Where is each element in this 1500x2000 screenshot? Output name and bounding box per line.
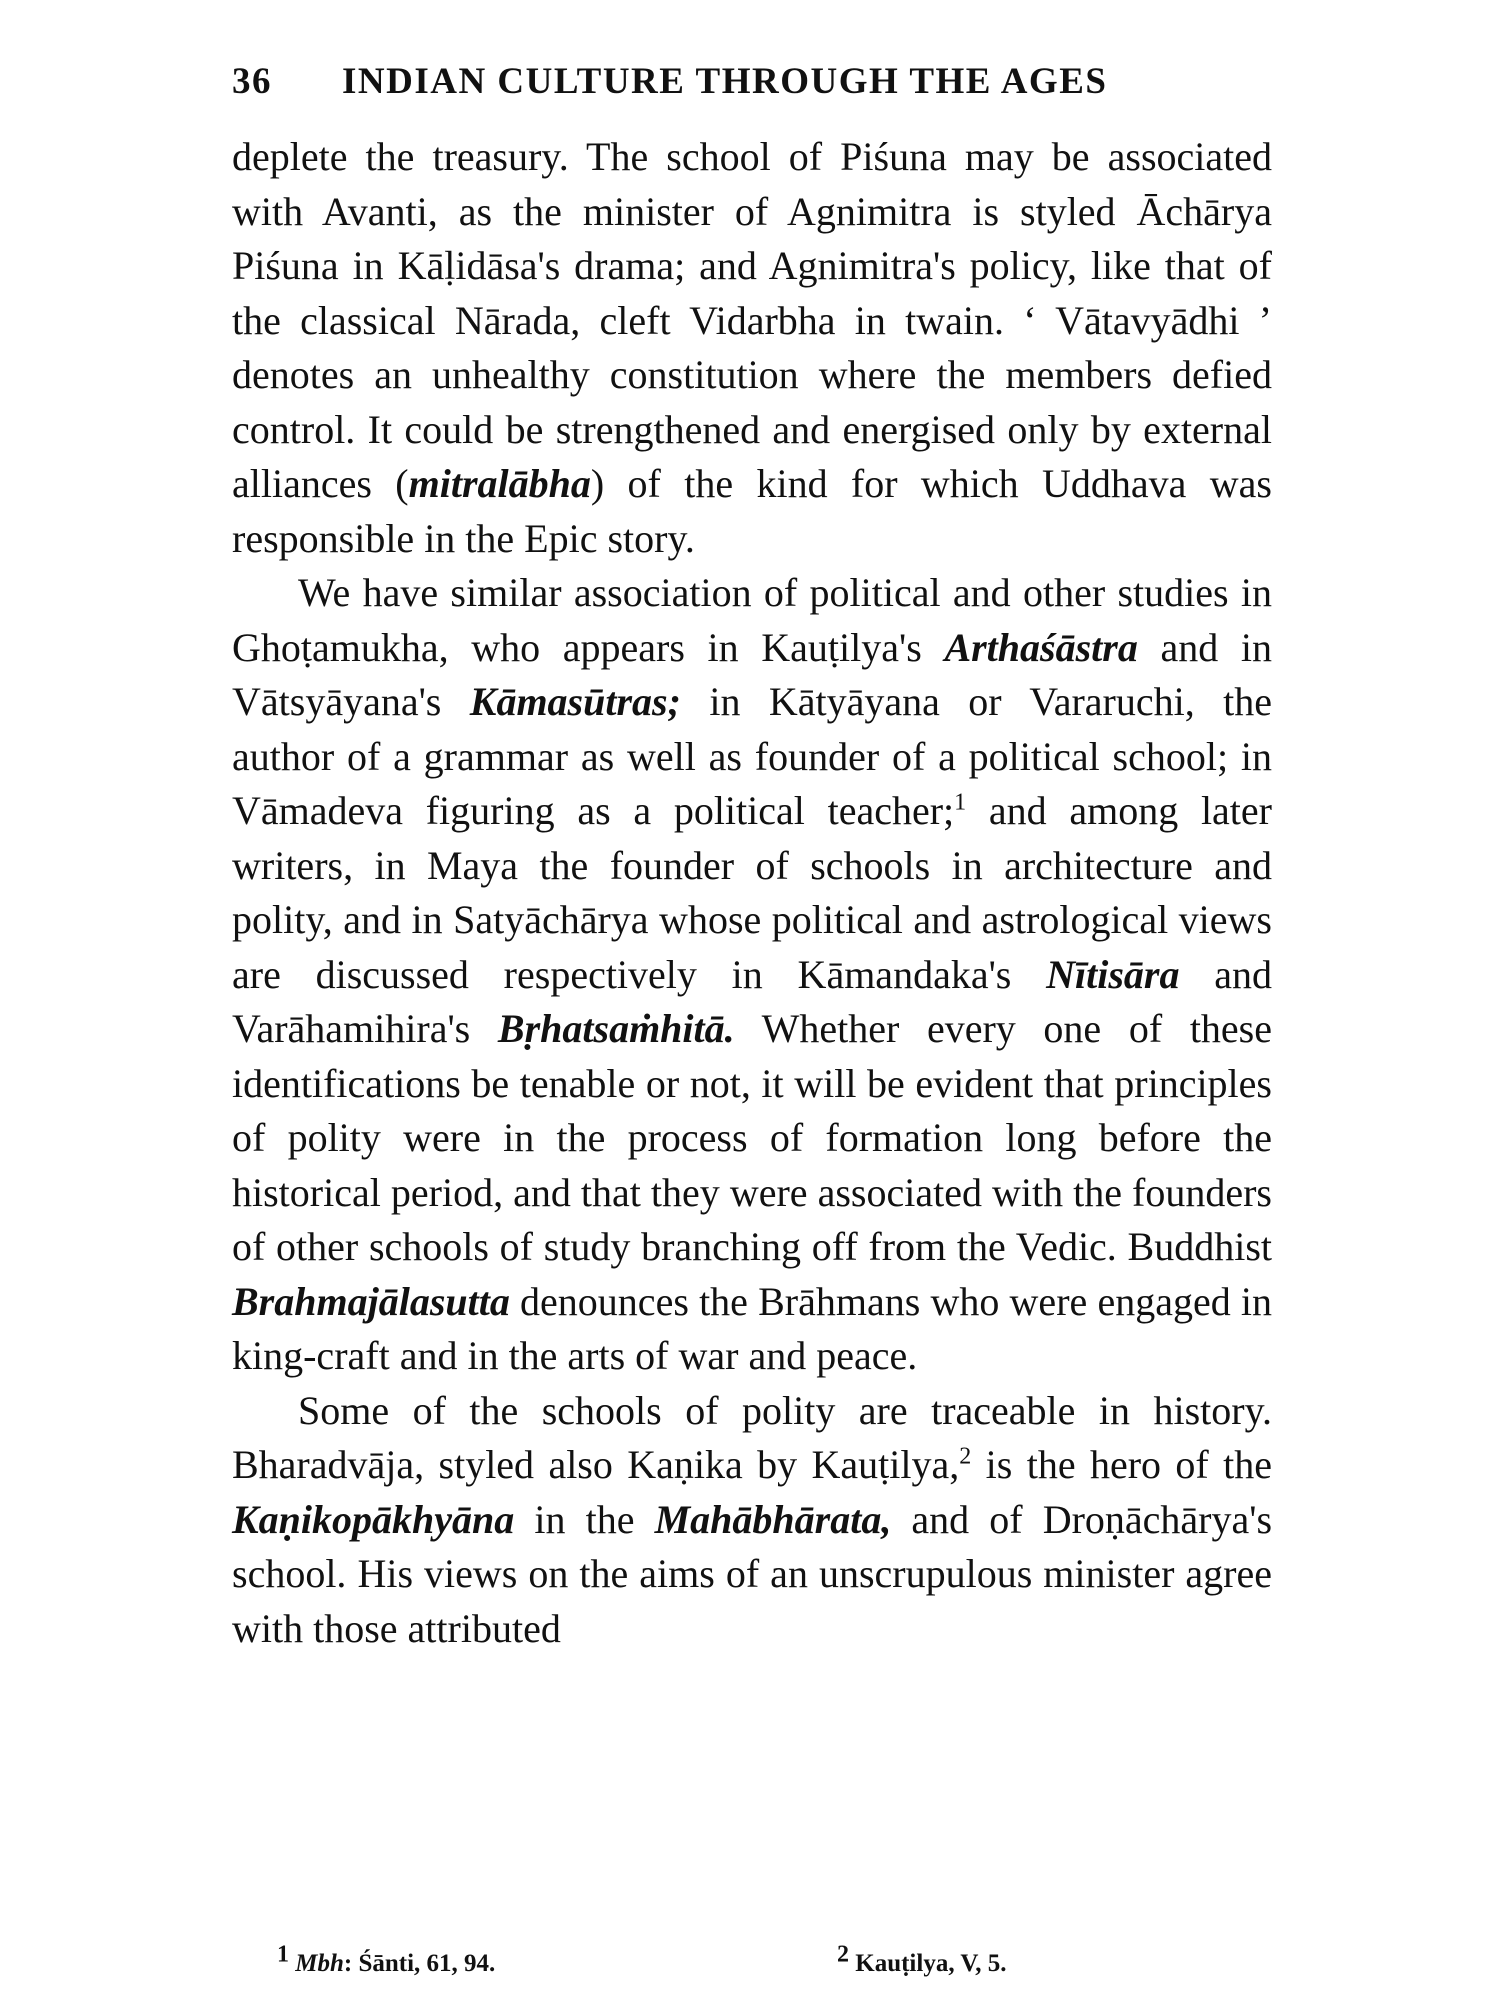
text-run: Whether every one of these identifications be tenable or not, it will be evident that principles of polity were in the process of formation long before the historical period, and that they were associated with the founders of other schools of study branching off from the Vedic. Buddhist <box>232 1006 1272 1269</box>
footnote-mark: 1 <box>277 1941 289 1968</box>
paragraph-2 <box>232 566 1272 1384</box>
italic-term: mitralābha <box>408 461 591 506</box>
page-number: 36 <box>232 61 272 102</box>
text-run: ) of the kind for which Uddhava was responsible in the Epic story. <box>232 461 1272 561</box>
text-run: is the hero of the <box>971 1442 1272 1487</box>
italic-term: Kāmasūtras; <box>469 679 681 724</box>
footnote-text: Kauṭilya, V, 5. <box>855 1950 1007 1977</box>
footnote-abbr: Mbh <box>295 1950 344 1977</box>
running-header <box>232 60 1272 130</box>
paragraph-1 <box>232 130 1272 566</box>
text-run: denounces the Brāhmans who were engaged in king-craft and in the arts of war and peace. <box>232 1278 1272 1378</box>
footnote-2 <box>837 1941 1007 1978</box>
text-run: deplete the treasury. The school of Piśuna may be associated with Avanti, as the minister of Agnimitra is styled Āchārya Piśuna in Kāḷidāsa's drama; and Agnimitra's policy, like that of the classical Nārada, cleft Vidarbha in twain. ‘ Vātavyādhi ’ denotes an unhealthy constitution where the members defied control. It could be strengthened and energised only by external alliances ( <box>232 134 1272 506</box>
text-run: in the <box>514 1496 655 1542</box>
footnote-mark: 2 <box>837 1941 849 1968</box>
footnote-reference: 2 <box>959 1443 972 1470</box>
italic-term: Brahmajālasutta <box>232 1278 510 1324</box>
italic-term: Mahābhārata, <box>654 1496 892 1542</box>
text-run: and of Droṇāchārya's school. His views on the aims of an unscrupulous minister agree with those attributed <box>232 1496 1273 1651</box>
footnote-reference: 1 <box>954 789 967 816</box>
footnote-text: : Śānti, 61, 94. <box>343 1950 496 1977</box>
book-page <box>232 60 1273 1977</box>
running-title: INDIAN CULTURE THROUGH THE AGES <box>342 61 1108 102</box>
italic-term: Nītisāra <box>1046 951 1180 997</box>
text-run: Some of the schools of polity are traceable in history. Bharadvāja, styled also Kaṇika by Kauṭilya, <box>232 1387 1272 1487</box>
footnotes <box>232 1941 1272 1978</box>
text-run: and among later writers, in Maya the founder of schools in architecture and polity, and in Satyāchārya whose political and astrological views are discussed respectively in Kāmandaka's <box>232 788 1272 997</box>
text-run: and in Vātsyāyana's <box>232 624 1272 724</box>
italic-term: Arthaśāstra <box>944 624 1138 670</box>
text-run: We have similar association of political and other studies in Ghoṭamukha, who appears in Kauṭilya's <box>232 570 1272 670</box>
footnote-1 <box>277 1941 837 1978</box>
text-run: and Varāhamihira's <box>232 951 1272 1051</box>
paragraph-3 <box>232 1384 1272 1657</box>
italic-term: Bṛhatsaṁhitā. <box>497 1006 735 1051</box>
text-run: in Kātyāyana or Vararuchi, the author of a grammar as well as founder of a political school; in Vāmadeva figuring as a political teacher; <box>232 679 1273 833</box>
italic-term: Kaṇikopākhyāna <box>232 1496 515 1542</box>
